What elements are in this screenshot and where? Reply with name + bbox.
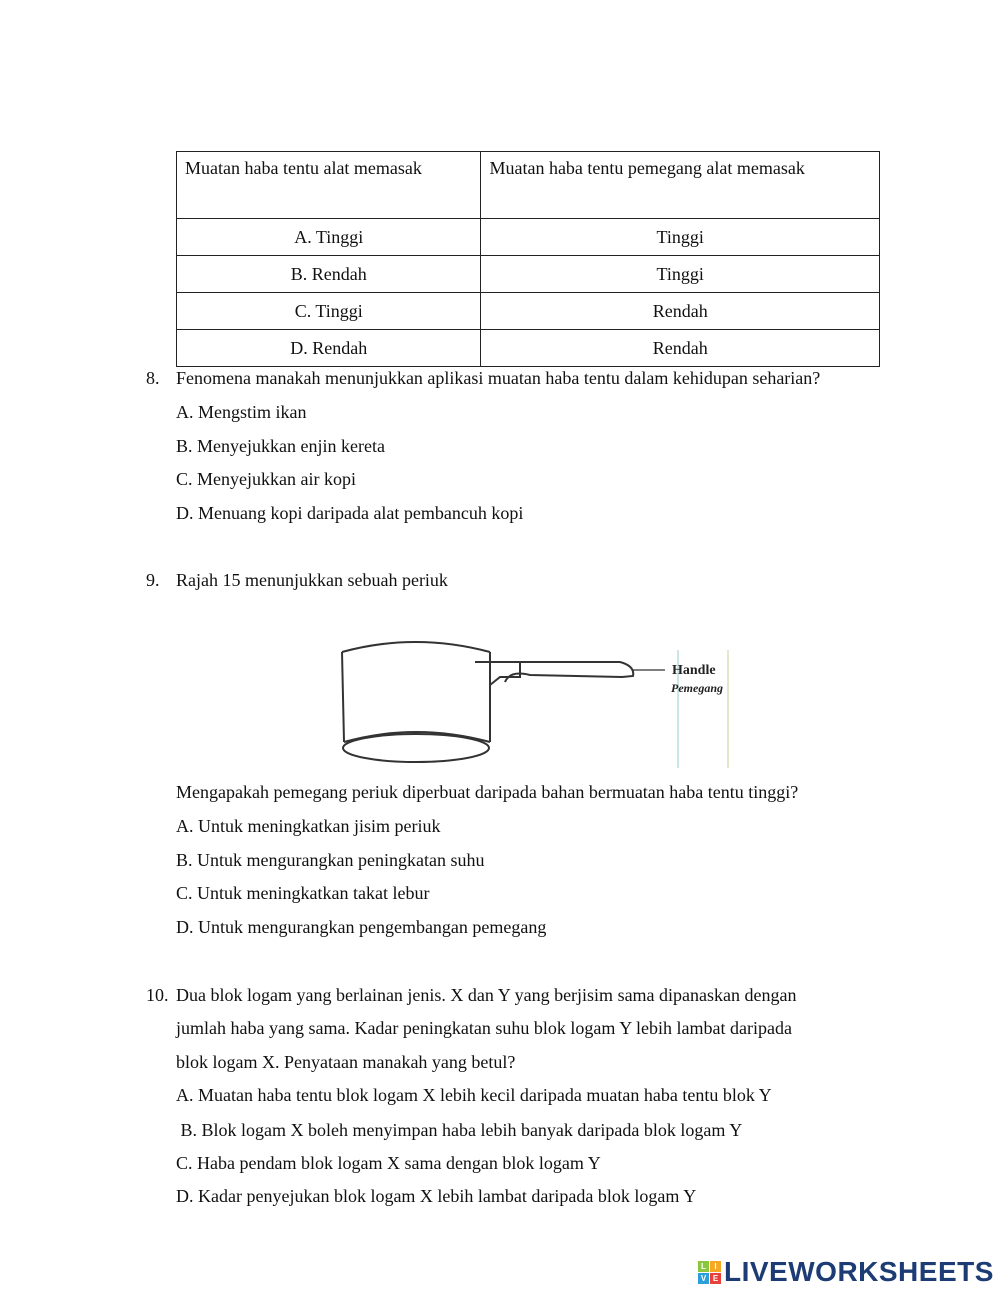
question-number: 9. xyxy=(146,570,160,590)
table-cell: A. Tinggi xyxy=(177,219,481,256)
logo-letter: V xyxy=(698,1273,709,1284)
logo-letter: L xyxy=(698,1261,709,1272)
question-text: Mengapakah pemegang periuk diperbuat daripada bahan bermuatan haba tentu tinggi? xyxy=(176,782,799,802)
question-text: Rajah 15 menunjukkan sebuah periuk xyxy=(176,570,448,590)
option: A. Mengstim ikan xyxy=(176,402,307,422)
table-row xyxy=(177,330,880,367)
logo-blocks-icon xyxy=(698,1261,721,1284)
logo-letter: E xyxy=(710,1273,721,1284)
table-cell: Tinggi xyxy=(481,219,880,256)
option: B. Blok logam X boleh menyimpan haba lebih banyak daripada blok logam Y xyxy=(176,1120,743,1140)
table-cell: Rendah xyxy=(481,293,880,330)
option: A. Muatan haba tentu blok logam X lebih kecil daripada muatan haba tentu blok Y xyxy=(176,1085,772,1105)
option: B. Untuk mengurangkan peningkatan suhu xyxy=(176,850,485,870)
question-text: jumlah haba yang sama. Kadar peningkatan suhu blok logam Y lebih lambat daripada xyxy=(176,1018,792,1038)
table-header: Muatan haba tentu alat memasak xyxy=(177,152,481,219)
table-cell: Tinggi xyxy=(481,256,880,293)
table-row xyxy=(177,293,880,330)
option: A. Untuk meningkatkan jisim periuk xyxy=(176,816,441,836)
specific-heat-table xyxy=(176,151,880,367)
option: C. Haba pendam blok logam X sama dengan blok logam Y xyxy=(176,1153,601,1173)
table-row xyxy=(177,219,880,256)
option: D. Menuang kopi daripada alat pembancuh kopi xyxy=(176,503,524,523)
question-text: blok logam X. Penyataan manakah yang betul? xyxy=(176,1052,516,1072)
question-text: Dua blok logam yang berlainan jenis. X dan Y yang berjisim sama dipanaskan dengan xyxy=(176,985,797,1005)
saucepan-figure xyxy=(330,630,740,770)
table-header: Muatan haba tentu pemegang alat memasak xyxy=(481,152,880,219)
option: C. Untuk meningkatkan takat lebur xyxy=(176,883,430,903)
logo-text: LIVEWORKSHEETS xyxy=(724,1256,994,1287)
option: C. Menyejukkan air kopi xyxy=(176,469,356,489)
pemegang-label: Pemegang xyxy=(671,681,723,695)
handle-label: Handle xyxy=(672,663,716,678)
option: D. Untuk mengurangkan pengembangan pemegang xyxy=(176,917,547,937)
table-cell: B. Rendah xyxy=(177,256,481,293)
table-cell: D. Rendah xyxy=(177,330,481,367)
table-cell: C. Tinggi xyxy=(177,293,481,330)
liveworksheets-logo xyxy=(698,1256,994,1288)
table-row xyxy=(177,256,880,293)
question-text: Fenomena manakah menunjukkan aplikasi muatan haba tentu dalam kehidupan seharian? xyxy=(176,368,821,388)
logo-letter: I xyxy=(710,1261,721,1272)
option: B. Menyejukkan enjin kereta xyxy=(176,436,385,456)
question-number: 8. xyxy=(146,368,160,388)
question-number: 10. xyxy=(146,985,169,1005)
option: D. Kadar penyejukan blok logam X lebih lambat daripada blok logam Y xyxy=(176,1186,697,1206)
table-cell: Rendah xyxy=(481,330,880,367)
table-header-row xyxy=(177,152,880,219)
